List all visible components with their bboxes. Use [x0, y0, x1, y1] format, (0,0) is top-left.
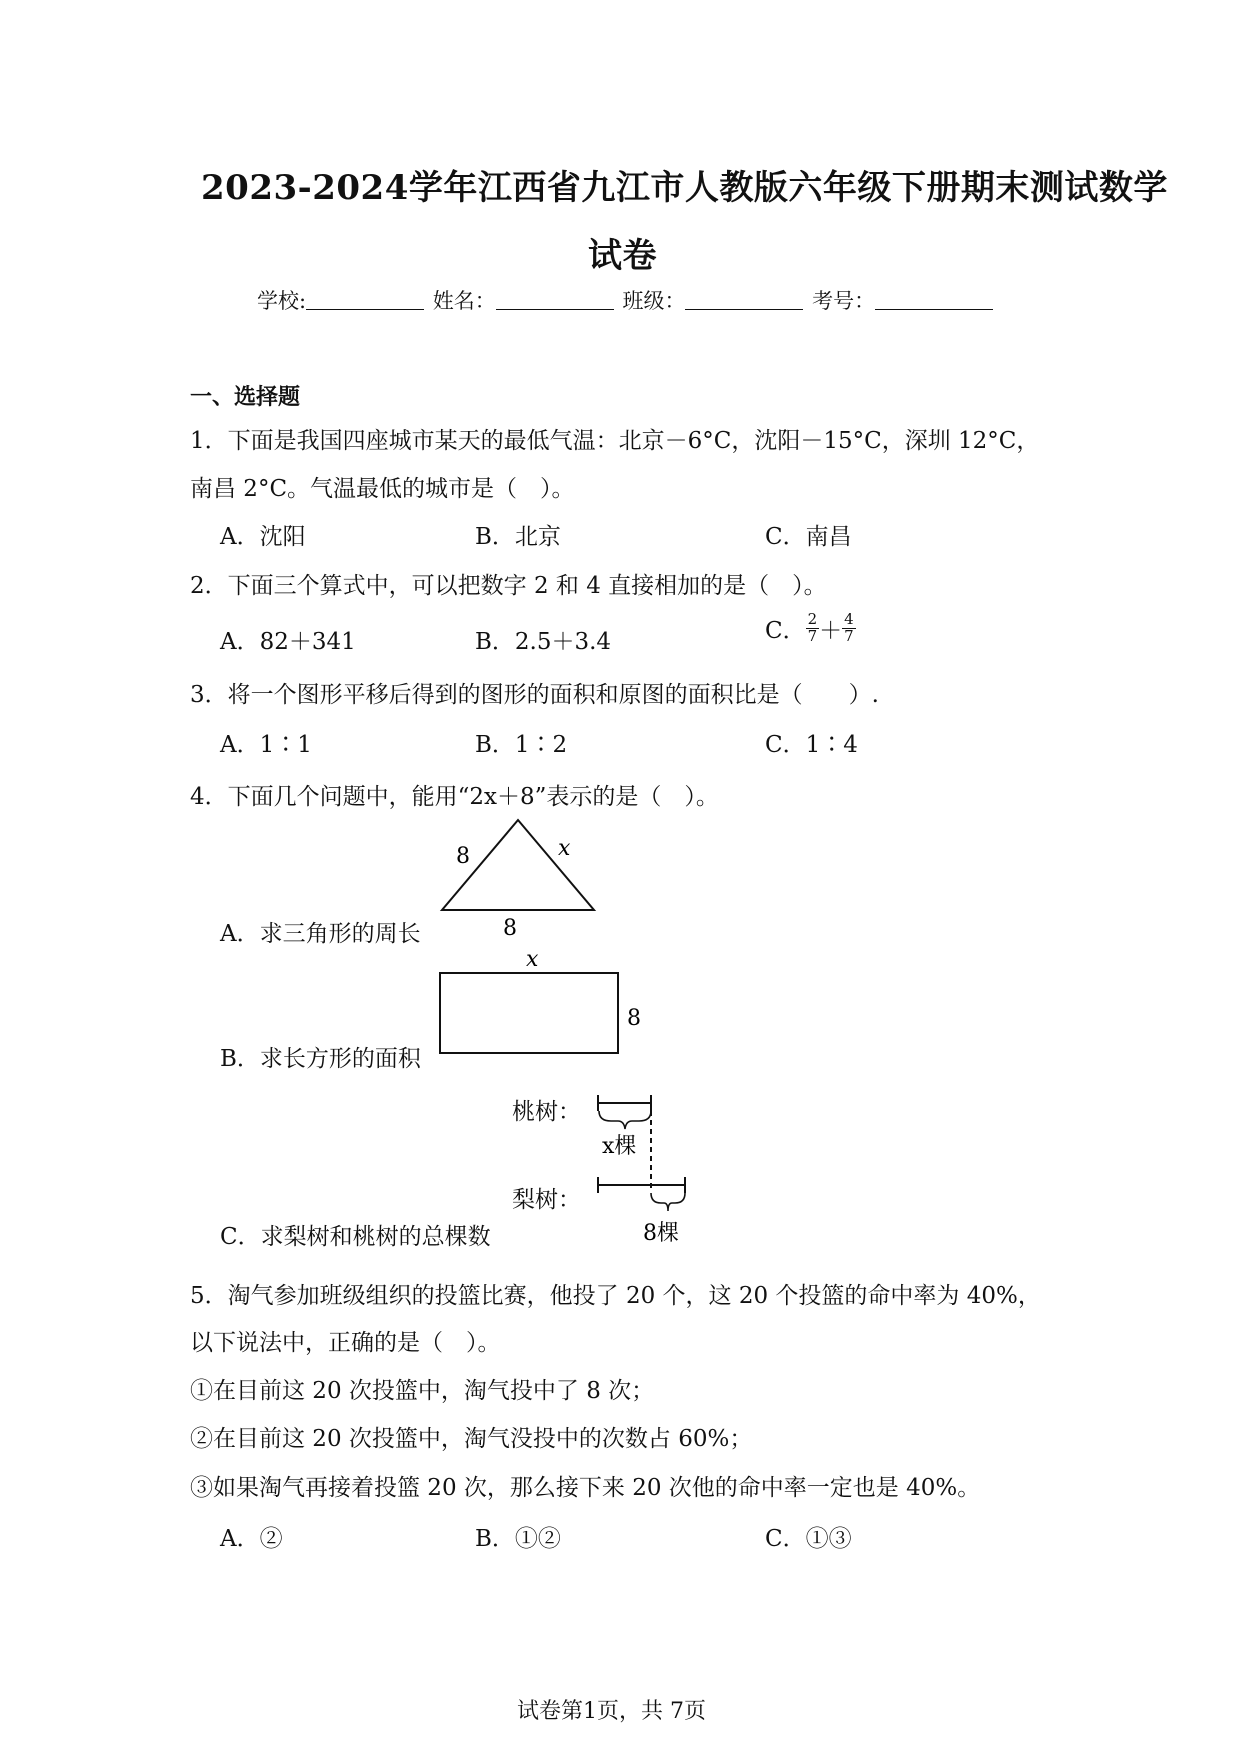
- pear-extra-brace: [651, 1193, 685, 1211]
- q1-option-a[interactable]: A．沈阳: [220, 524, 306, 550]
- student-info-line: [257, 285, 995, 315]
- q4-option-a[interactable]: A．求三角形的周长: [220, 921, 421, 947]
- peach-x-label: x棵: [602, 1134, 637, 1159]
- q2-option-c[interactable]: [765, 612, 856, 645]
- section-heading: 一、选择题: [190, 384, 301, 410]
- q5-option-c[interactable]: C．①③: [765, 1526, 852, 1552]
- peach-brace: [599, 1111, 651, 1129]
- q5-option-a[interactable]: A．②: [220, 1526, 283, 1552]
- name-blank[interactable]: [496, 289, 614, 310]
- exam-no-label: 考号：: [812, 289, 876, 313]
- question-2-line1: 2．下面三个算式中，可以把数字 2 和 4 直接相加的是（ ）。: [190, 573, 827, 599]
- page-footer: 试卷第1页，共 7页: [517, 1699, 706, 1724]
- triangle-left-side-label: 8: [456, 844, 470, 869]
- class-blank[interactable]: [685, 289, 803, 310]
- question-5-statement-1: ①在目前这 20 次投篮中，淘气投中了 8 次；: [190, 1378, 655, 1404]
- triangle-figure: [430, 810, 610, 940]
- q4-option-c[interactable]: C．求梨树和桃树的总棵数: [220, 1224, 491, 1250]
- fraction-2-7: $\frac{2}{7}$: [807, 610, 818, 645]
- q2-option-b[interactable]: B．2.5＋3.4: [475, 629, 612, 655]
- question-4-line1: 4．下面几个问题中，能用“2x＋8”表示的是（ ）。: [190, 784, 719, 810]
- name-label: 姓名：: [432, 289, 496, 313]
- rectangle-right-label: 8: [627, 1006, 641, 1031]
- triangle-right-side-label: x: [558, 836, 571, 861]
- q2-option-a[interactable]: A．82＋341: [220, 629, 356, 655]
- page-title: 2023-2024学年江西省九江市人教版六年级下册期末测试数学: [201, 168, 1168, 208]
- question-3-line1: 3．将一个图形平移后得到的图形的面积和原图的面积比是（ ）.: [190, 682, 879, 708]
- school-label: 学校:: [257, 289, 307, 313]
- page-title-line2: 试卷: [588, 236, 657, 276]
- tree-line-diagram: [585, 1085, 705, 1245]
- question-5-line2: 以下说法中，正确的是（ ）。: [190, 1330, 501, 1356]
- exam-no-blank[interactable]: [875, 289, 993, 310]
- q3-option-a[interactable]: A．1∶1: [220, 732, 312, 758]
- rectangle-shape: [440, 973, 618, 1053]
- q5-option-b[interactable]: B．①②: [475, 1526, 561, 1552]
- q2-option-c-prefix: C．: [765, 618, 806, 644]
- question-5-statement-3: ③如果淘气再接着投篮 20 次，那么接下来 20 次他的命中率一定也是 40%。: [190, 1475, 981, 1501]
- school-blank[interactable]: [306, 289, 424, 310]
- pear-tree-label: 梨树：: [512, 1187, 581, 1213]
- question-1-line2: 南昌 2°C。气温最低的城市是（ ）。: [190, 476, 575, 502]
- question-1-line1: 1．下面是我国四座城市某天的最低气温：北京－6°C，沈阳－15°C，深圳 12°C，: [190, 428, 1040, 454]
- pear-8-label: 8棵: [643, 1221, 679, 1245]
- triangle-bottom-side-label: 8: [503, 916, 517, 940]
- class-label: 班级：: [622, 289, 686, 313]
- question-5-line1: 5．淘气参加班级组织的投篮比赛，他投了 20 个，这 20 个投篮的命中率为 40%，: [190, 1283, 1041, 1309]
- rectangle-figure: [430, 940, 650, 1055]
- rectangle-top-label: x: [526, 947, 539, 972]
- q1-option-b[interactable]: B．北京: [475, 524, 561, 550]
- q3-option-b[interactable]: B．1∶2: [475, 732, 568, 758]
- peach-tree-label: 桃树：: [512, 1099, 581, 1125]
- q3-option-c[interactable]: C．1∶4: [765, 732, 858, 758]
- fraction-4-7: $\frac{4}{7}$: [844, 610, 854, 645]
- plus-sign: ＋: [819, 618, 843, 644]
- question-5-statement-2: ②在目前这 20 次投篮中，淘气没投中的次数占 60%；: [190, 1426, 753, 1452]
- q1-option-c[interactable]: C．南昌: [765, 524, 852, 550]
- q4-option-b[interactable]: B．求长方形的面积: [220, 1046, 421, 1072]
